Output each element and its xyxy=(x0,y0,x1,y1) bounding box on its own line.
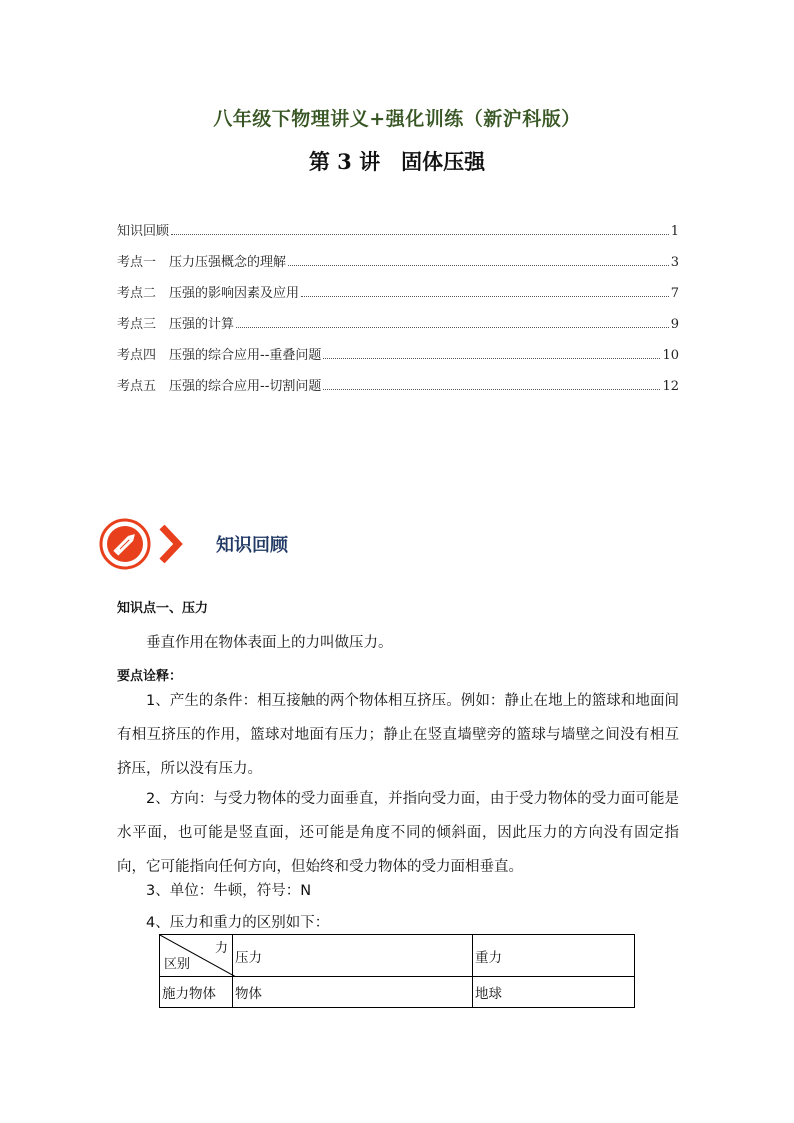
toc-entry-page: 10 xyxy=(662,348,679,363)
toc-entry[interactable] xyxy=(117,270,679,301)
table-header-row xyxy=(160,935,635,977)
section-title: 知识回顾 xyxy=(216,535,288,556)
paragraph-unit: 3、单位：牛顿，符号：N xyxy=(146,883,312,899)
toc-entry[interactable] xyxy=(117,332,679,363)
chevron-right-icon xyxy=(156,523,186,565)
toc-entry[interactable] xyxy=(117,208,679,239)
toc-entry-page: 9 xyxy=(670,317,679,332)
definition-text: 垂直作用在物体表面上的力叫做压力。 xyxy=(146,635,393,651)
toc-leader-dots xyxy=(323,357,660,359)
knowledge-point-title: 知识点一、压力 xyxy=(117,601,209,616)
toc-leader-dots xyxy=(301,295,669,297)
table-of-contents xyxy=(117,208,679,394)
paragraph-difference: 4、压力和重力的区别如下： xyxy=(146,915,330,931)
document-title: 八年级下物理讲义+强化训练（新沪科版） xyxy=(213,108,581,130)
pencil-icon xyxy=(98,517,152,571)
key-points-title: 要点诠释： xyxy=(117,669,183,684)
toc-entry-page: 7 xyxy=(670,286,679,301)
toc-entry-label: 知识回顾 xyxy=(117,224,170,239)
toc-entry[interactable] xyxy=(117,301,679,332)
toc-leader-dots xyxy=(236,326,669,328)
lecture-title: 第 3 讲 固体压强 xyxy=(308,149,486,174)
toc-entry-label: 考点三 压强的计算 xyxy=(117,317,235,332)
toc-entry[interactable] xyxy=(117,363,679,394)
toc-entry-page: 1 xyxy=(670,224,679,239)
comparison-table xyxy=(159,934,635,1008)
table-row xyxy=(160,977,635,1008)
toc-entry-page: 12 xyxy=(662,379,679,394)
toc-entry[interactable] xyxy=(117,239,679,270)
toc-leader-dots xyxy=(171,233,669,235)
diagonal-header-cell xyxy=(160,935,233,977)
section-header xyxy=(98,517,398,571)
toc-entry-label: 考点五 压强的综合应用--切割问题 xyxy=(117,379,322,394)
column-header-gravity: 重力 xyxy=(473,935,635,977)
toc-entry-label: 考点二 压强的影响因素及应用 xyxy=(117,286,300,301)
corner-label-bottom: 区别 xyxy=(164,957,191,972)
column-header-pressure: 压力 xyxy=(233,935,473,977)
paragraph-conditions: 1、产生的条件：相互接触的两个物体相互挤压。例如：静止在地上的篮球和地面间有相互挤压的作用，篮球对地面有压力；静止在竖直墙壁旁的篮球与墙壁之间没有相互挤压，所以没有压力。 xyxy=(117,693,679,777)
paragraph-direction: 2、方向：与受力物体的受力面垂直，并指向受力面，由于受力物体的受力面可能是水平面，也可能是竖直面，还可能是角度不同的倾斜面，因此压力的方向没有固定指向，它可能指向任何方向，但始终和受力物体的受力面相垂直。 xyxy=(117,791,679,875)
corner-label-top: 力 xyxy=(214,941,228,956)
toc-entry-label: 考点一 压力压强概念的理解 xyxy=(117,255,287,270)
row-label: 施力物体 xyxy=(160,977,233,1008)
toc-leader-dots xyxy=(288,264,669,266)
cell-gravity: 地球 xyxy=(473,977,635,1008)
toc-entry-label: 考点四 压强的综合应用--重叠问题 xyxy=(117,348,322,363)
cell-pressure: 物体 xyxy=(233,977,473,1008)
toc-entry-page: 3 xyxy=(670,255,679,270)
toc-leader-dots xyxy=(323,388,660,390)
